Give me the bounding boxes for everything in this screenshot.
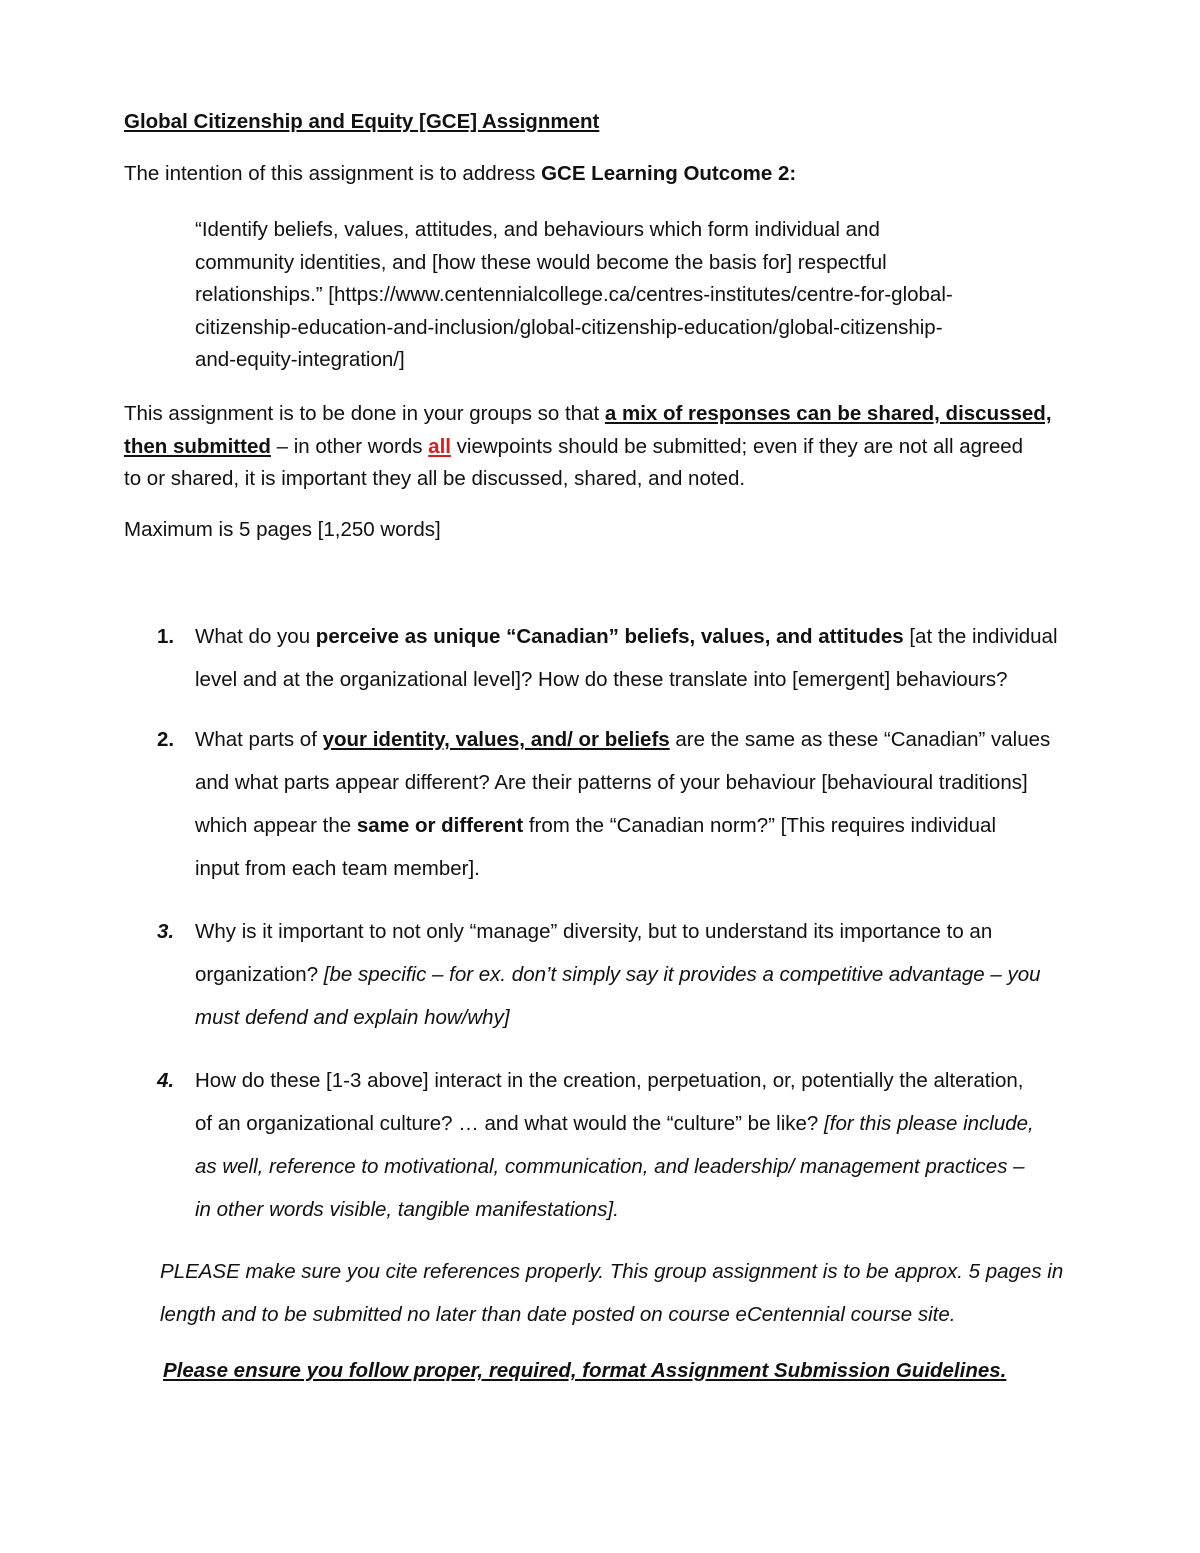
group-emphasis-1: a mix of responses can be shared, discussed, bbox=[604, 402, 1052, 425]
q1-text-post: [at the individual bbox=[903, 625, 1058, 648]
q2-text-post: are the same as these “Canadian” values bbox=[669, 728, 1051, 751]
quote-line-1: “Identify beliefs, values, attitudes, and behaviours which form individual and bbox=[195, 218, 880, 241]
question-4 bbox=[157, 1059, 1034, 1231]
group-line-3: to or shared, it is important they all be discussed, shared, and noted. bbox=[124, 467, 746, 490]
page-title: Global Citizenship and Equity [GCE] Assignment bbox=[124, 110, 600, 133]
group-line-1 bbox=[124, 398, 1052, 431]
question-1 bbox=[157, 615, 1058, 701]
q3-line2-pre: organization? bbox=[195, 963, 324, 986]
question-3 bbox=[157, 910, 1041, 1039]
question-2-line-3 bbox=[195, 804, 1050, 847]
question-3-line-3: must defend and explain how/why] bbox=[195, 1006, 510, 1029]
question-4-line-1: How do these [1-3 above] interact in the creation, perpetuation, or, potentially the alteration, bbox=[195, 1069, 1024, 1092]
group-instructions bbox=[124, 398, 1052, 496]
group-text-pre: This assignment is to be done in your groups so that bbox=[124, 402, 605, 425]
quote-line-5: and-equity-integration/] bbox=[195, 348, 405, 371]
question-number: 3. bbox=[157, 920, 175, 943]
question-4-line-4: in other words visible, tangible manifestations]. bbox=[195, 1198, 619, 1221]
q1-text-bold: perceive as unique “Canadian” beliefs, values, and attitudes bbox=[315, 625, 904, 648]
group-emphasis-all: all bbox=[428, 434, 451, 458]
question-number: 4. bbox=[157, 1069, 175, 1092]
question-3-line-2 bbox=[195, 953, 1041, 996]
question-2-line-2: and what parts appear different? Are their patterns of your behaviour [behavioural traditions] bbox=[195, 771, 1028, 794]
closing-note bbox=[160, 1250, 1063, 1336]
q2-line3-bold: same or different bbox=[356, 814, 524, 837]
question-1-line-1 bbox=[195, 615, 1058, 658]
group-text-mid: – in other words bbox=[270, 434, 429, 458]
question-number: 1. bbox=[157, 625, 175, 648]
question-2-line-1 bbox=[195, 718, 1050, 761]
question-4-line-3: as well, reference to motivational, communication, and leadership/ management practices – bbox=[195, 1155, 1025, 1178]
quote-line-3: relationships.” [https://www.centennialcollege.ca/centres-institutes/centre-for-global- bbox=[195, 283, 953, 306]
q2-line3-pre: which appear the bbox=[195, 814, 357, 837]
question-3-line-1: Why is it important to not only “manage” diversity, but to understand its importance to an bbox=[195, 920, 993, 943]
q3-line2-italic: [be specific – for ex. don’t simply say it provides a competitive advantage – you bbox=[323, 963, 1041, 986]
q2-line3-post: from the “Canadian norm?” [This requires individual bbox=[523, 814, 997, 837]
submission-guidelines-note: Please ensure you follow proper, required, format Assignment Submission Guidelines. bbox=[163, 1359, 1007, 1382]
q4-line2-italic: [for this please include, bbox=[824, 1112, 1034, 1135]
q2-text-pre: What parts of bbox=[195, 728, 323, 751]
maximum-length: Maximum is 5 pages [1,250 words] bbox=[124, 518, 441, 541]
learning-outcome-label: GCE Learning Outcome 2: bbox=[541, 162, 797, 185]
quote-line-2: community identities, and [how these would become the basis for] respectful bbox=[195, 250, 887, 274]
question-2 bbox=[157, 718, 1050, 890]
q1-text-pre: What do you bbox=[195, 625, 316, 648]
group-line-2 bbox=[124, 431, 1052, 464]
group-emphasis-2: then submitted bbox=[124, 434, 271, 458]
question-number: 2. bbox=[157, 728, 175, 751]
quote-line-4: citizenship-education-and-inclusion/global-citizenship-education/global-citizenship- bbox=[195, 315, 943, 339]
question-2-line-4: input from each team member]. bbox=[195, 857, 480, 880]
question-4-line-2 bbox=[195, 1102, 1034, 1145]
intro-text: The intention of this assignment is to address bbox=[124, 162, 542, 185]
question-1-line-2: level and at the organizational level]? How do these translate into [emergent] behaviours? bbox=[195, 668, 1008, 691]
learning-outcome-quote bbox=[195, 214, 953, 377]
intro-line bbox=[124, 161, 796, 187]
closing-line-2: length and to be submitted no later than date posted on course eCentennial course site. bbox=[160, 1303, 956, 1326]
group-text-post: viewpoints should be submitted; even if they are not all agreed bbox=[450, 434, 1024, 458]
q4-line2-pre: of an organizational culture? … and what would the “culture” be like? bbox=[195, 1112, 825, 1135]
q2-text-emphasis: your identity, values, and/ or beliefs bbox=[322, 728, 670, 751]
closing-line-1: PLEASE make sure you cite references properly. This group assignment is to be approx. 5 pages in bbox=[160, 1260, 1064, 1283]
